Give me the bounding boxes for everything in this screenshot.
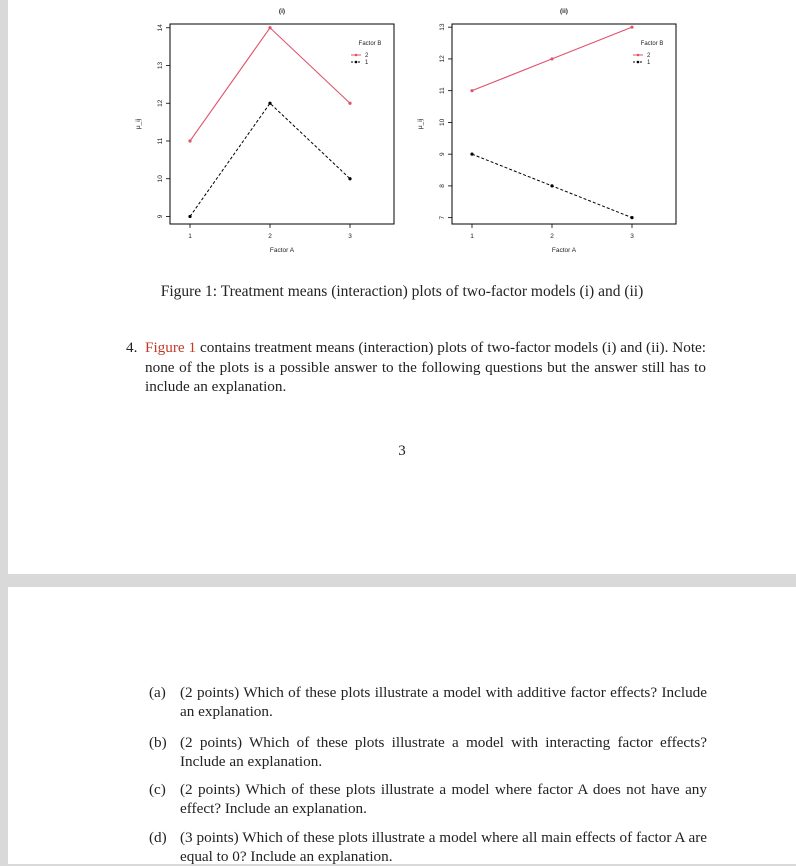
subquestion-b	[149, 733, 707, 771]
legend-title: Factor B	[640, 41, 664, 47]
legend-label: 2	[365, 53, 369, 59]
y-tick-label: 11	[439, 87, 446, 95]
y-axis-label: μ_ij	[135, 118, 142, 130]
page-3	[8, 0, 796, 574]
subquestion-label: (b)	[149, 734, 167, 751]
y-tick-label: 9	[439, 152, 446, 156]
legend-marker	[355, 61, 358, 64]
legend-label: 1	[365, 60, 369, 66]
legend-marker	[637, 54, 640, 57]
y-tick-label: 11	[157, 137, 164, 145]
legend-title: Factor B	[358, 41, 382, 47]
x-tick-label: 2	[268, 233, 272, 240]
data-point	[348, 177, 351, 180]
y-tick-label: 12	[157, 99, 164, 107]
legend-label: 2	[647, 53, 651, 59]
subquestion-label: (d)	[149, 829, 167, 846]
data-point	[630, 216, 633, 219]
figure-reference-link[interactable]: Figure 1	[145, 339, 197, 356]
x-axis-label: Factor A	[551, 247, 577, 254]
x-tick-label: 1	[188, 233, 192, 240]
interaction-plot-i	[120, 0, 410, 262]
x-tick-label: 3	[630, 233, 634, 240]
question-4	[126, 338, 706, 397]
y-tick-label: 8	[439, 184, 446, 188]
subquestion-d	[149, 828, 707, 866]
x-tick-label: 1	[470, 233, 474, 240]
x-tick-label: 2	[550, 233, 554, 240]
series-line-1	[190, 103, 350, 216]
legend-label: 1	[647, 60, 651, 66]
y-tick-label: 12	[439, 55, 446, 63]
data-point	[268, 26, 271, 29]
series-line-2	[190, 28, 350, 141]
y-tick-label: 14	[157, 24, 164, 32]
data-point	[470, 153, 473, 156]
figure-caption: Figure 1: Treatment means (interaction) plots of two-factor models (i) and (ii)	[160, 283, 644, 300]
y-tick-label: 13	[157, 61, 164, 70]
y-tick-label: 10	[157, 175, 164, 183]
data-point	[630, 26, 633, 29]
y-tick-label: 13	[439, 23, 446, 31]
data-point	[550, 57, 553, 60]
x-axis-label: Factor A	[269, 247, 295, 254]
y-tick-label: 7	[439, 215, 446, 220]
interaction-plot-ii	[402, 0, 692, 262]
subquestion-text: (3 points) Which of these plots illustrate a model where all main effects of factor A are equal to 0? Include an explanation.	[180, 829, 707, 865]
data-point	[550, 184, 553, 187]
question-number: 4.	[126, 339, 138, 356]
legend-marker	[355, 54, 358, 57]
data-point	[470, 89, 473, 92]
y-axis-label: μ_ij	[417, 118, 424, 130]
data-point	[268, 102, 271, 105]
subquestion-a	[149, 683, 707, 721]
subquestion-label: (c)	[149, 781, 166, 798]
page-number: 3	[398, 443, 406, 459]
legend-marker	[637, 61, 640, 64]
plot-frame	[170, 24, 394, 224]
subquestion-label: (a)	[149, 684, 166, 701]
subquestion-text: (2 points) Which of these plots illustrate a model where factor A does not have any effect? Include an explanation.	[180, 781, 707, 817]
page-4	[8, 587, 796, 864]
y-tick-label: 10	[439, 118, 446, 127]
chart-title: (i)	[278, 8, 286, 15]
x-tick-label: 3	[348, 233, 352, 240]
question-text	[145, 338, 706, 397]
chart-title: (ii)	[560, 8, 568, 15]
subquestion-text: (2 points) Which of these plots illustrate a model with interacting factor effects? Include an explanation.	[180, 734, 707, 770]
data-point	[348, 102, 351, 105]
y-tick-label: 9	[157, 214, 164, 219]
data-point	[188, 139, 191, 142]
question-body: contains treatment means (interaction) plots of two-factor models (i) and (ii). Note: none of the plots is a possible answer to the following questions but the answer still has to include an explanation.	[145, 339, 707, 395]
subquestion-c	[149, 780, 707, 818]
data-point	[188, 215, 191, 218]
subquestion-text: (2 points) Which of these plots illustrate a model with additive factor effects? Include an explanation.	[180, 684, 707, 720]
